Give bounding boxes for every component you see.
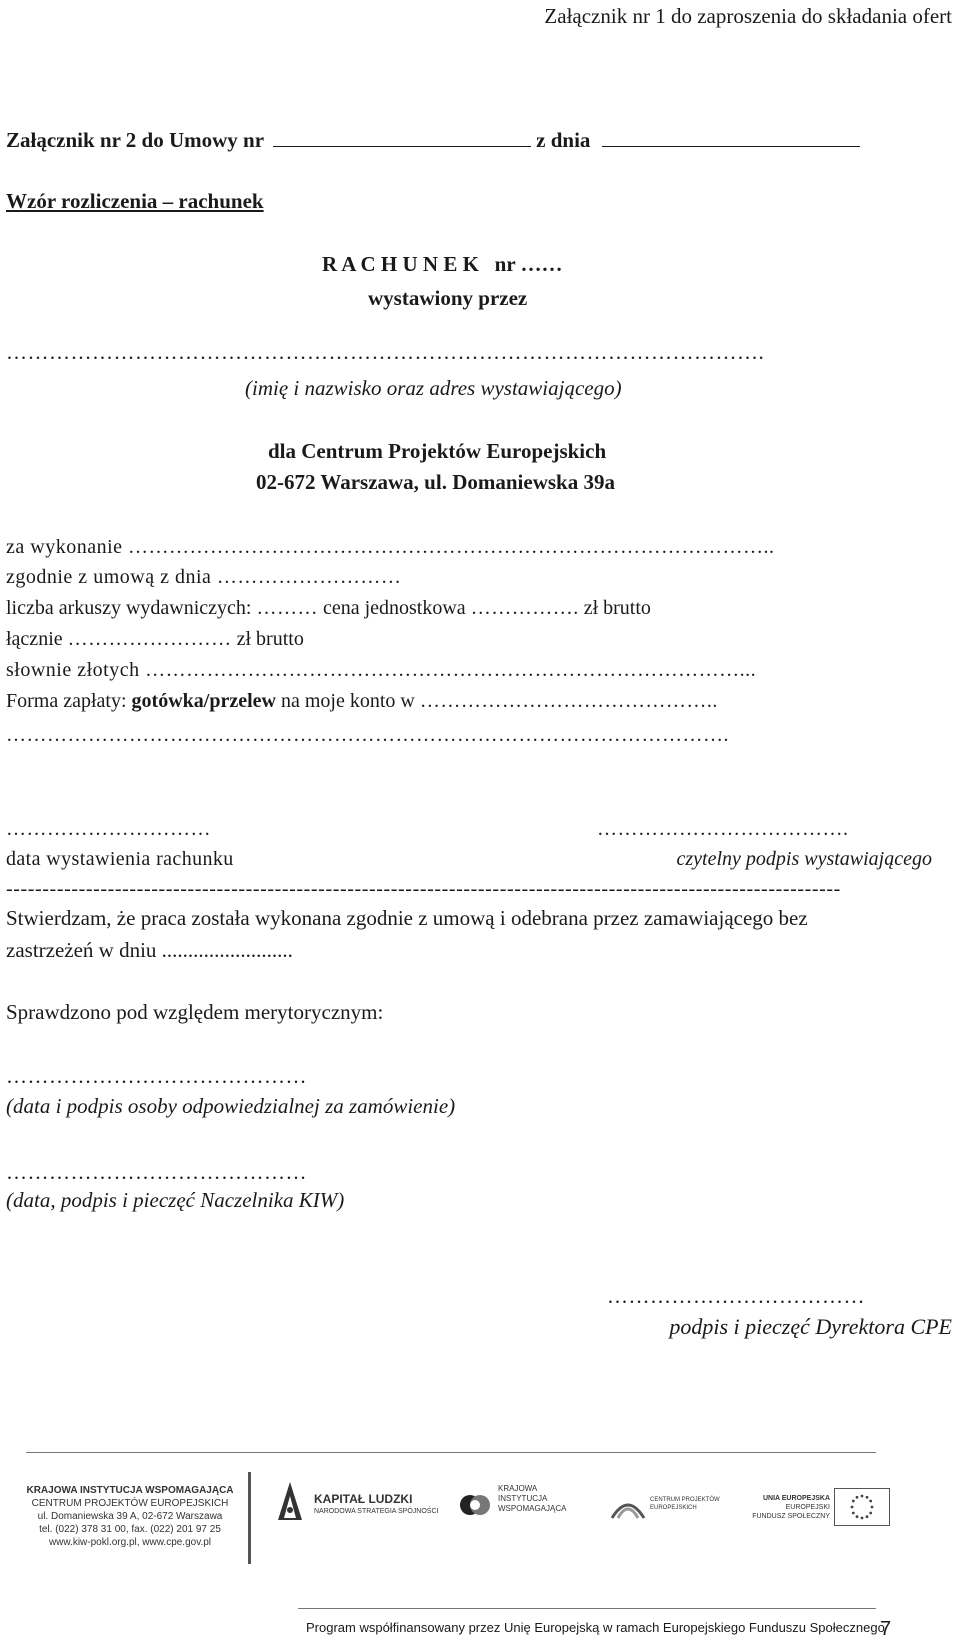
cpe-emblem-icon [610,1492,646,1520]
inst-line-3: ul. Domaniewska 39 A, 02-672 Warszawa [37,1511,223,1522]
head-caption: (data, podpis i pieczęć Naczelnika KIW) [6,1188,345,1212]
kl-subtitle: NARODOWA STRATEGIA SPÓJNOŚCI [314,1508,439,1515]
annex-label: Załącznik nr 2 do Umowy nr [6,128,264,152]
cpe-line-2: EUROPEJSKICH [650,1505,697,1511]
program-note: Program współfinansowany przez Unię Europejską w ramach Europejskiego Funduszu Społecznego [306,1620,885,1635]
eu-flag-icon [834,1488,890,1526]
sign-caption: czytelny podpis wystawiającego [676,848,932,870]
director-caption: podpis i pieczęć Dyrektora CPE [669,1314,952,1339]
sheets-label: liczba arkuszy wydawniczych: [6,597,252,619]
issuer-caption: (imię i nazwisko oraz adres wystawiającego) [245,376,622,400]
gross-label-1: zł brutto [583,597,651,619]
total-label: łącznie [6,628,63,650]
kl-title: KAPITAŁ LUDZKI [314,1492,413,1506]
gross-label-2: zł brutto [236,628,304,650]
head-dots[interactable]: …………………………………… [6,1160,307,1184]
kiw-line-1: KRAJOWA [498,1484,538,1493]
payment-rest: na moje konto w [280,690,415,712]
model-title: Wzór rozliczenia – rachunek [6,189,264,213]
rachunek-heading: R A C H U N E K nr …… [322,252,563,276]
eu-line-1: UNIA EUROPEJSKA [762,1495,830,1502]
payment-label: Forma zapłaty: [6,690,127,712]
date-dots[interactable]: ………………………… [6,818,211,840]
payment-dots[interactable]: …………………………………….. [419,690,718,712]
kiw-text [498,1484,566,1514]
responsible-dots[interactable]: …………………………………… [6,1064,307,1088]
kiw-line-2: INSTYTUCJA [498,1494,548,1503]
eu-text [752,1494,830,1521]
account-dots[interactable]: ……………………………………………………………………………………………. [6,724,729,746]
annex-line [6,128,860,153]
issued-by: wystawiony przez [368,286,528,310]
confirmation-line-2[interactable]: zastrzeżeń w dniu ......................... [6,938,293,962]
words-field[interactable]: słownie złotych ……………………………………………………………………………... [6,659,757,681]
contract-date-blank[interactable] [602,132,860,147]
payment-line [6,690,718,713]
recipient-name: dla Centrum Projektów Europejskich [268,439,607,463]
issuer-dots[interactable]: ……………………………………………………………………………………………. [6,340,765,364]
page-number: 7 [880,1618,892,1640]
work-field[interactable]: za wykonanie ………………………………………………………………………………….. [6,536,775,558]
header-note: Załącznik nr 1 do zaproszenia do składania ofert [544,4,952,28]
separator-line: ------------------------------------------------------------------------------------------------------------------- [6,878,841,900]
date-caption: data wystawienia rachunku [6,848,234,870]
unit-price-label: cena jednostkowa [322,597,466,619]
responsible-caption: (data i podpis osoby odpowiedzialnej za zamówienie) [6,1094,456,1118]
recipient-address: 02-672 Warszawa, ul. Domaniewska 39a [256,470,615,494]
contract-date-field[interactable]: zgodnie z umową z dnia ……………………… [6,566,402,588]
checked-label: Sprawdzono pod względem merytorycznym: [6,1000,384,1024]
contract-number-blank[interactable] [273,132,531,147]
inst-line-5: www.kiw-pokl.org.pl, www.cpe.gov.pl [48,1537,212,1548]
footer-divider [248,1472,251,1564]
sign-dots[interactable]: ………………………………. [597,818,849,840]
unit-price-dots[interactable]: ……………. [470,597,579,619]
inst-line-1: KRAJOWA INSTYTUCJA WSPOMAGAJĄCA [26,1485,234,1496]
footer-rule [26,1452,876,1453]
kiw-line-3: WSPOMAGAJĄCA [498,1504,567,1513]
cpe-text [650,1496,720,1512]
inst-line-4: tel. (022) 378 31 00, fax. (022) 201 97 25 [39,1524,221,1535]
total-dots[interactable]: …………………… [67,628,232,650]
confirmation-line-1: Stwierdzam, że praca została wykonana zgodnie z umową i odebrana przez zamawiającego bez [6,906,808,930]
program-rule [298,1608,876,1609]
inst-line-2: CENTRUM PROJEKTÓW EUROPEJSKICH [31,1498,229,1509]
kl-emblem-icon [276,1480,306,1524]
eu-line-2: EUROPEJSKI [785,1504,830,1511]
sheets-price-line [6,597,651,620]
payment-method[interactable]: gotówka/przelew [131,690,276,712]
eu-line-3: FUNDUSZ SPOŁECZNY [752,1513,830,1520]
total-line [6,628,304,651]
kiw-emblem-icon [458,1488,492,1522]
annex-date-label: z dnia [536,128,591,152]
director-dots[interactable]: ……………………………… [607,1284,865,1308]
cpe-line-1: CENTRUM PROJEKTÓW [650,1497,720,1503]
sheets-dots[interactable]: ……… [256,597,318,619]
institution-block [20,1484,240,1549]
